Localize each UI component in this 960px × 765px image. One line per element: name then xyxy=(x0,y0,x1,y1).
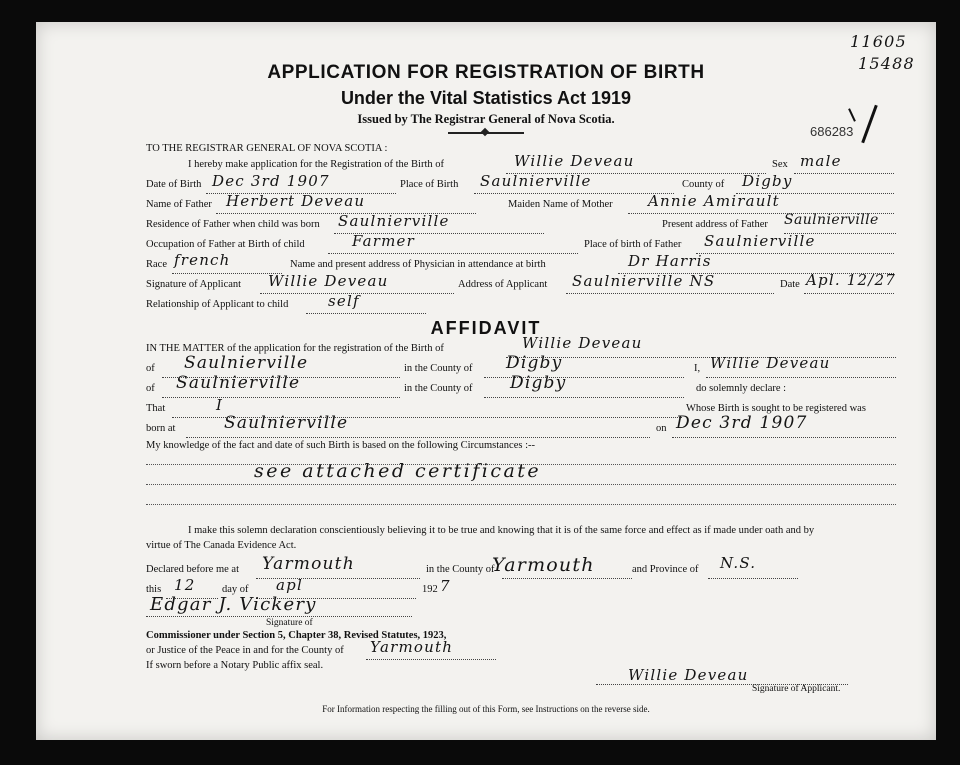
declaration-line-2: virtue of The Canada Evidence Act. xyxy=(146,540,297,551)
residence-value: Saulnierville xyxy=(338,212,450,230)
header-ornament-dot xyxy=(481,128,489,136)
signature-of-label: Signature of xyxy=(266,618,313,628)
declared-place-value: Yarmouth xyxy=(262,554,355,574)
province-label: and Province of xyxy=(632,564,699,575)
of2-value: Saulnierville xyxy=(176,373,301,393)
physician-label: Name and present address of Physician in attendance at birth xyxy=(290,259,546,270)
commissioner-signature: Edgar J. Vickery xyxy=(150,594,317,615)
born-on-value: Dec 3rd 1907 xyxy=(676,413,808,433)
declared-label: Declared before me at xyxy=(146,564,239,575)
in-county-label-1: in the County of xyxy=(404,363,473,374)
of1-value: Saulnierville xyxy=(184,353,309,373)
form-issuer: Issued by The Registrar General of Nova Scotia. xyxy=(357,112,615,126)
mother-label: Maiden Name of Mother xyxy=(508,199,613,210)
in-county-label-2: in the County of xyxy=(404,383,473,394)
address-applicant-label: Address of Applicant xyxy=(458,279,548,290)
physician-value: Dr Harris xyxy=(628,252,712,270)
born-at-value: Saulnierville xyxy=(224,413,349,433)
mother-value: Annie Amirault xyxy=(648,192,780,210)
birth-registration-form xyxy=(36,22,936,740)
knowledge-text: My knowledge of the fact and date of such Birth is based on the following Circumstances :-- xyxy=(146,440,535,451)
sig-applicant-label: Signature of Applicant xyxy=(146,279,242,290)
whose-birth-text: Whose Birth is sought to be registered was xyxy=(686,403,866,414)
father-pob-label: Place of birth of Father xyxy=(584,239,682,250)
residence-label: Residence of Father when child was born xyxy=(146,219,320,230)
race-label: Race xyxy=(146,259,167,270)
form-title: APPLICATION FOR REGISTRATION OF BIRTH xyxy=(267,62,705,83)
notary-line: If sworn before a Notary Public affix seal. xyxy=(146,660,324,671)
date-value: Apl. 12/27 xyxy=(806,271,896,289)
declarant-i-label: I, xyxy=(694,363,701,374)
of2-label: of xyxy=(146,383,155,394)
commissioner-line: Commissioner under Section 5, Chapter 38, Revised Statutes, 1923, xyxy=(146,630,447,641)
county2-value: Digby xyxy=(510,373,567,393)
race-value: french xyxy=(174,251,231,269)
present-address-value: Saulnierville xyxy=(784,212,879,228)
declaration-line-1: I make this solemn declaration conscientiously believing it to be true and knowing that it is of the same force and effect as if made under oath and by xyxy=(188,525,815,536)
applicant-signature: Willie Deveau xyxy=(628,666,749,684)
county-label: County of xyxy=(682,179,725,190)
intro-text: I hereby make application for the Registration of the Birth of xyxy=(188,159,445,170)
address-applicant-value: Saulnierville NS xyxy=(572,272,716,290)
form-subtitle: Under the Vital Statistics Act 1919 xyxy=(340,88,632,108)
sex-value: male xyxy=(800,152,842,170)
circumstances-value: see attached certificate xyxy=(254,460,542,482)
date-label: Date xyxy=(780,279,800,290)
day-of-label: day of xyxy=(222,584,249,595)
sex-label: Sex xyxy=(772,159,788,170)
province-value: N.S. xyxy=(720,554,757,572)
relationship-label: Relationship of Applicant to child xyxy=(146,299,289,310)
father-pob-value: Saulnierville xyxy=(704,232,816,250)
child-name-value: Willie Deveau xyxy=(514,152,635,170)
in-county-label-3: in the County of xyxy=(426,564,495,575)
of1-label: of xyxy=(146,363,155,374)
sig-applicant-value: Willie Deveau xyxy=(268,272,389,290)
margin-number-2: 15488 xyxy=(858,54,915,73)
relationship-value: self xyxy=(328,292,360,310)
county1-value: Digby xyxy=(506,353,563,373)
born-at-label: born at xyxy=(146,423,176,434)
county-value: Digby xyxy=(742,172,793,190)
dob-label: Date of Birth xyxy=(146,179,202,190)
year-prefix: 192 xyxy=(422,584,438,595)
solemnly-declare: do solemnly declare : xyxy=(696,383,787,394)
born-on-label: on xyxy=(656,423,667,434)
father-label: Name of Father xyxy=(146,199,212,210)
registration-stamp-number: 686283 xyxy=(810,124,854,139)
present-address-label: Present address of Father xyxy=(662,219,768,230)
footer-instructions: For Information respecting the filling out of this Form, see Instructions on the reverse side. xyxy=(322,704,650,714)
margin-number-1: 11605 xyxy=(850,32,907,51)
that-label: That xyxy=(146,403,166,414)
matter-name-value: Willie Deveau xyxy=(522,334,643,352)
jp-line: or Justice of the Peace in and for the County of xyxy=(146,645,344,656)
addressee: TO THE REGISTRAR GENERAL OF NOVA SCOTIA : xyxy=(146,143,388,154)
jp-county-value: Yarmouth xyxy=(370,638,454,656)
that-value: I xyxy=(216,396,224,414)
occupation-value: Farmer xyxy=(352,232,415,250)
matter-text: IN THE MATTER of the application for the registration of the Birth of xyxy=(146,343,444,354)
affidavit-heading: AFFIDAVIT xyxy=(430,318,542,338)
dob-value: Dec 3rd 1907 xyxy=(212,172,330,190)
declarant-value: Willie Deveau xyxy=(710,354,831,372)
pob-value: Saulnierville xyxy=(480,172,592,190)
applicant-signature-caption: Signature of Applicant. xyxy=(752,684,841,694)
pob-label: Place of Birth xyxy=(400,179,459,190)
declared-county-value: Yarmouth xyxy=(492,554,595,576)
month-value: apl xyxy=(276,576,303,594)
year-value: 7 xyxy=(440,577,451,595)
occupation-label: Occupation of Father at Birth of child xyxy=(146,239,305,250)
day-value: 12 xyxy=(174,576,196,594)
father-value: Herbert Deveau xyxy=(226,192,366,210)
this-label: this xyxy=(146,584,162,595)
